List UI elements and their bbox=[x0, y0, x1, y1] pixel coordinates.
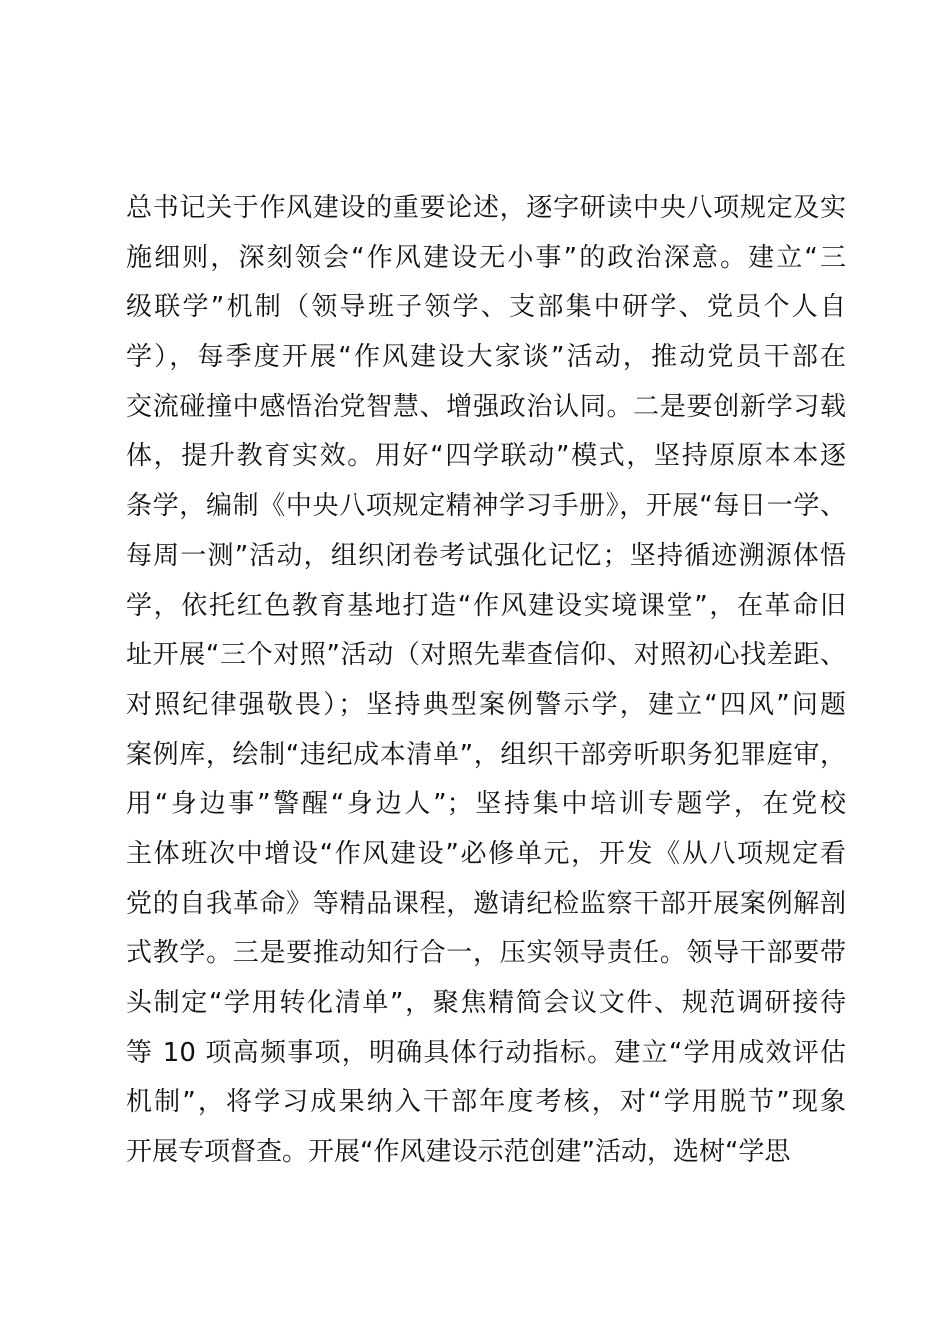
text-line: 等 10 项高频事项，明确具体行动指标。建立“学用成效评估 bbox=[126, 1037, 846, 1068]
text-line: 体，提升教育实效。用好“四学联动”模式，坚持原原本本逐 bbox=[126, 441, 846, 472]
body-paragraph bbox=[126, 184, 846, 1178]
text-line: 址开展“三个对照”活动（对照先辈查信仰、对照初心找差距、 bbox=[126, 640, 846, 671]
text-line: 条学，编制《中央八项规定精神学习手册》，开展“每日一学、 bbox=[126, 491, 846, 522]
text-line: 学，依托红色教育基地打造“作风建设实境课堂”，在革命旧 bbox=[126, 590, 846, 621]
text-line: 式教学。三是要推动知行合一，压实领导责任。领导干部要带 bbox=[126, 938, 846, 969]
text-line: 施细则，深刻领会“作风建设无小事”的政治深意。建立“三 bbox=[126, 242, 846, 273]
text-line: 交流碰撞中感悟治党智慧、增强政治认同。二是要创新学习载 bbox=[126, 391, 846, 422]
text-line: 党的自我革命》等精品课程，邀请纪检监察干部开展案例解剖 bbox=[126, 888, 846, 919]
text-line: 开展专项督查。开展“作风建设示范创建”活动，选树“学思 bbox=[126, 1137, 791, 1168]
text-line: 头制定“学用转化清单”，聚焦精简会议文件、规范调研接待 bbox=[126, 988, 846, 1018]
text-line: 机制”，将学习成果纳入干部年度考核，对“学用脱节”现象 bbox=[126, 1087, 846, 1118]
text-line: 用“身边事”警醒“身边人”；坚持集中培训专题学，在党校 bbox=[126, 789, 846, 820]
text-line: 案例库，绘制“违纪成本清单”，组织干部旁听职务犯罪庭审， bbox=[126, 739, 846, 770]
text-line: 总书记关于作风建设的重要论述，逐字研读中央八项规定及实 bbox=[126, 193, 846, 223]
text-line: 学），每季度开展“作风建设大家谈”活动，推动党员干部在 bbox=[126, 342, 846, 373]
text-line: 主体班次中增设“作风建设”必修单元，开发《从八项规定看 bbox=[126, 838, 846, 869]
text-line: 每周一测”活动，组织闭卷考试强化记忆；坚持循迹溯源体悟 bbox=[126, 540, 846, 571]
text-line: 级联学”机制（领导班子领学、支部集中研学、党员个人自 bbox=[126, 292, 846, 323]
text-line: 对照纪律强敬畏）；坚持典型案例警示学，建立“四风”问题 bbox=[126, 689, 846, 720]
